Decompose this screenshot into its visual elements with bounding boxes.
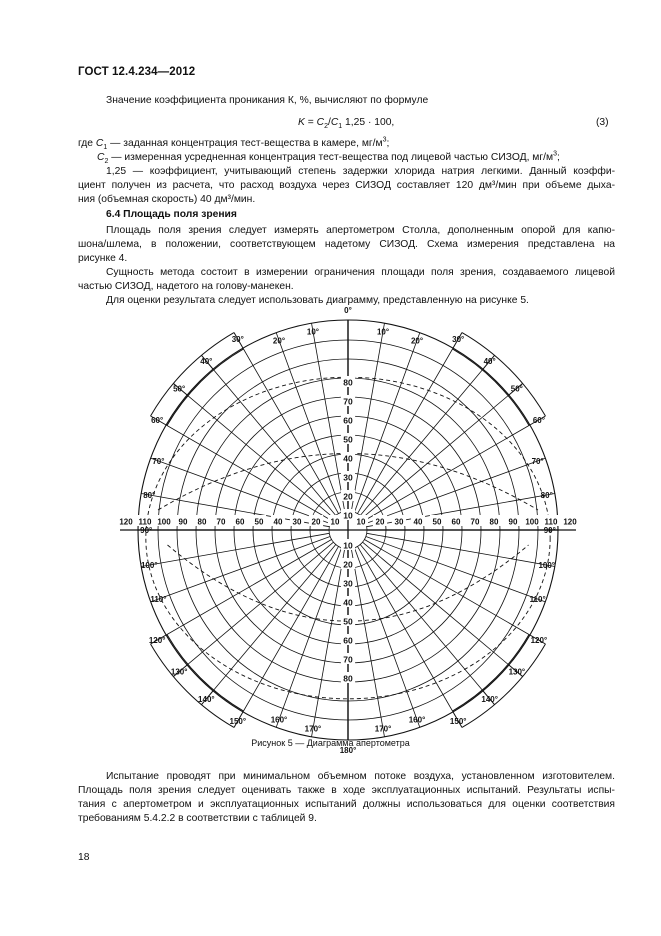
radial-10	[351, 323, 384, 511]
angle-left-160: 160°	[270, 715, 288, 725]
where-k-line2: циент получен из расчета, что расход воздуха через СИЗОД составляет 120 дм³/мин при объеме дыха-	[78, 180, 615, 191]
angle-left-90: 90°	[140, 526, 153, 535]
closing-line4: требованиям 5.4.2.2 в соответствии с таблицей 9.	[78, 813, 317, 824]
angle-right-140: 140°	[481, 694, 498, 704]
angle-right-80: 80°	[540, 490, 553, 500]
label-up-70: 70	[343, 396, 353, 407]
label-left-70: 70	[216, 517, 226, 527]
angle-right-130: 130°	[508, 667, 526, 677]
label-right-20: 20	[375, 517, 385, 527]
label-right-90: 90	[508, 517, 518, 527]
label-right-100: 100	[525, 517, 539, 527]
angle-right-90: 90°	[543, 526, 556, 535]
where-c1: где $C_1$ — заданная концентрация тест-вещества в камере, $мг/м^3$;	[78, 136, 390, 152]
label-down-70: 70	[343, 654, 353, 665]
angle-left-50: 50°	[173, 384, 186, 394]
closing-line3: тания с апертометром и эксплуатационных испытаний должны использоваться для оценки соответствия	[78, 799, 615, 810]
label-down-40: 40	[343, 597, 353, 608]
label-left-20: 20	[311, 517, 321, 527]
label-right-120: 120	[563, 517, 577, 527]
angle-left-120: 120°	[148, 636, 166, 646]
angle-right-30: 30°	[452, 335, 465, 345]
label-down-50: 50	[343, 616, 353, 627]
angle-right-50: 50°	[510, 384, 523, 394]
para2-line1: Сущность метода состоит в измерении ограничения площади поля зрения, создаваемого лицевой	[106, 267, 615, 278]
angle-right-170: 170°	[374, 724, 392, 734]
angle-left-140: 140°	[198, 694, 215, 704]
where-k-line3: ния (объемная скорость) 40 дм³/мин.	[78, 194, 256, 205]
where-c2: $C_2$ — измеренная усредненная концентрация тест-вещества под лицевой частью СИЗОД, $мг/м^3$;	[97, 150, 560, 166]
angle-right-40: 40°	[483, 357, 496, 367]
label-left-100: 100	[157, 517, 171, 527]
label-right-110: 110	[544, 517, 558, 527]
radial-260	[141, 533, 329, 566]
label-left-50: 50	[254, 517, 264, 527]
para1-line2: шона/шлема, в положении, соответствующем надетому СИЗОД. Схема измерения представлена на	[78, 239, 615, 250]
figure-caption: Рисунок 5 — Диаграмма апертометра	[251, 738, 410, 748]
angle-right-120: 120°	[530, 636, 548, 646]
zone-arc-0-120	[462, 333, 545, 416]
para2-line2: частью СИЗОД, надетого на голову-манекен.	[78, 281, 294, 292]
angle-right-20: 20°	[410, 336, 424, 346]
label-right-40: 40	[413, 517, 423, 527]
angle-right-70: 70°	[531, 456, 544, 466]
label-left-60: 60	[235, 517, 245, 527]
angle-right-110: 110°	[529, 595, 546, 605]
angle-left-150: 150°	[229, 716, 247, 726]
angle-left-30: 30°	[231, 335, 244, 345]
label-down-30: 30	[343, 578, 353, 589]
label-left-30: 30	[292, 517, 302, 527]
radial-40	[360, 369, 483, 515]
label-right-70: 70	[470, 517, 480, 527]
angle-left-60: 60°	[151, 415, 164, 425]
label-right-60: 60	[451, 517, 461, 527]
closing-line1: Испытание проводят при минимальном объемном потоке воздуха, установленном изготовителем.	[106, 771, 615, 782]
zone-arc-2-120	[151, 644, 234, 727]
label-up-20: 20	[343, 491, 353, 502]
label-up-50: 50	[343, 434, 353, 445]
label-down-60: 60	[343, 635, 353, 646]
label-right-80: 80	[489, 517, 499, 527]
zone-arc-1-120	[462, 644, 545, 727]
radial-50	[363, 395, 509, 518]
closing-line2: Площадь поля зрения следует оценивать также в ходе эксплуатационных испытаний. Результаты испы-	[78, 785, 615, 796]
angle-right-160: 160°	[408, 715, 426, 725]
radial-190	[312, 549, 345, 737]
zone-arc-3-120	[151, 333, 234, 416]
angle-left-20: 20°	[272, 336, 286, 346]
angle-left-10: 10°	[306, 327, 320, 337]
para1-line1: Площадь поля зрения следует измерять апертометром Столла, дополненным опорой для капю-	[106, 225, 615, 236]
formula: $K = C_2/C_1$ 1,25 · 100,	[298, 117, 395, 131]
radial-100	[367, 533, 555, 566]
angle-left-80: 80°	[143, 490, 156, 500]
para3: Для оценки результата следует использовать диаграмму, представленную на рисунке 5.	[106, 295, 529, 306]
radial-320	[213, 369, 336, 515]
label-left-80: 80	[197, 517, 207, 527]
page-number: 18	[78, 852, 90, 863]
angle-right-10: 10°	[376, 327, 390, 337]
para1-line3: рисунке 4.	[78, 253, 128, 264]
angle-left-130: 130°	[170, 667, 188, 677]
document-header: ГОСТ 12.4.234—2012	[78, 66, 196, 78]
radial-170	[351, 549, 384, 737]
angle-left-170: 170°	[304, 724, 322, 734]
label-left-110: 110	[138, 517, 152, 527]
angle-right-100: 100°	[538, 561, 556, 571]
angle-right-0: 0°	[344, 306, 352, 315]
angle-right-60: 60°	[532, 415, 545, 425]
radial-230	[187, 542, 333, 665]
label-up-10: 10	[343, 510, 353, 521]
formula-number: (3)	[596, 117, 609, 128]
angle-left-110: 110°	[150, 595, 167, 605]
label-up-40: 40	[343, 453, 353, 464]
where-k-line1: 1,25 — коэффициент, учитывающий степень задержки хлорида натрия легкими. Данный коэффи-	[106, 166, 615, 177]
label-left-120: 120	[119, 517, 133, 527]
angle-right-180: 180°	[339, 746, 357, 755]
label-right-50: 50	[432, 517, 442, 527]
angle-left-40: 40°	[200, 357, 213, 367]
label-up-30: 30	[343, 472, 353, 483]
label-down-10: 10	[343, 540, 353, 551]
label-left-90: 90	[178, 517, 188, 527]
radial-350	[312, 323, 345, 511]
label-right-30: 30	[394, 517, 404, 527]
label-left-10: 10	[330, 517, 340, 527]
label-down-80: 80	[343, 673, 353, 684]
label-left-40: 40	[273, 517, 283, 527]
angle-right-150: 150°	[449, 716, 467, 726]
section-heading: 6.4 Площадь поля зрения	[106, 209, 237, 220]
label-down-20: 20	[343, 559, 353, 570]
formula-intro: Значение коэффициента проникания К, %, вычисляют по формуле	[106, 95, 429, 106]
angle-left-70: 70°	[152, 456, 165, 466]
label-up-80: 80	[343, 377, 353, 388]
radial-310	[187, 395, 333, 518]
label-up-60: 60	[343, 415, 353, 426]
angle-left-100: 100°	[140, 561, 158, 571]
label-right-10: 10	[356, 517, 366, 527]
